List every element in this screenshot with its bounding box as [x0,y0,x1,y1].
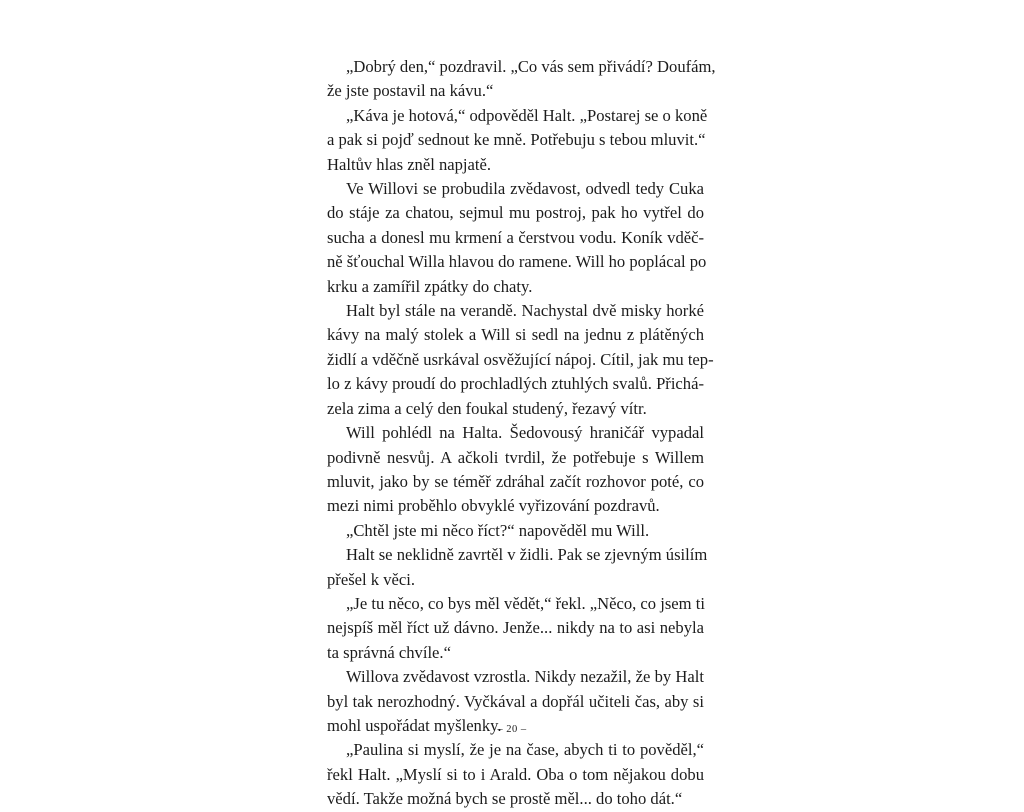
text-line: Will pohlédl na Halta. Šedovousý hraničář vypadal [346,423,704,443]
text-line: podivně nesvůj. A ačkoli tvrdil, že potřebuje s Willem [327,447,704,467]
text-line: vědí. Takže možná bych se prostě měl... do toho dát.“ [327,789,683,809]
text-line: Willova zvědavost vzrostla. Nikdy nezažil, že by Halt [346,667,704,687]
text-line: mezi nimi proběhlo obvyklé vyřizování pozdravů. [327,496,660,516]
page-number: – 20 – [497,724,527,735]
text-line: Haltův hlas zněl napjatě. [327,154,492,174]
text-line: že jste postavil na kávu.“ [327,81,494,101]
text-line: do stáje za chatou, sejmul mu postroj, pak ho vytřel do [327,203,704,223]
text-line: kávy na malý stolek a Will si sedl na jednu z plátěných [327,325,704,345]
text-line: Halt byl stále na verandě. Nachystal dvě misky horké [346,301,704,321]
page-body-text [327,55,716,812]
text-line: krku a zamířil zpátky do chaty. [327,276,533,296]
text-line: ně šťouchal Willa hlavou do ramene. Will ho poplácal po [327,252,707,272]
text-line: byl tak nerozhodný. Vyčkával a dopřál učiteli čas, aby si [327,691,704,711]
text-line: židlí a vděčně usrkával osvěžující nápoj. Cítil, jak mu tep- [327,349,714,369]
text-line: mohl uspořádat myšlenky. [327,715,502,735]
text-line: „Je tu něco, co bys měl vědět,“ řekl. „Něco, co jsem ti [346,593,705,613]
text-line: „Dobrý den,“ pozdravil. „Co vás sem přivádí? Doufám, [346,57,716,76]
text-line: zela zima a celý den foukal studený, řezavý vítr. [327,398,647,418]
text-line: sucha a donesl mu krmení a čerstvou vodu. Koník vděč- [327,227,704,247]
text-line: nejspíš měl říct už dávno. Jenže... nikdy na to asi nebyla [327,618,704,638]
text-line: ta správná chvíle.“ [327,642,451,662]
text-line: mluvit, jako by se téměř zdráhal začít rozhovor poté, co [327,471,704,491]
text-line: Halt se neklidně zavrtěl v židli. Pak se zjevným úsilím [346,545,708,565]
text-line: „Paulina si myslí, že je na čase, abych ti to pověděl,“ [346,740,704,760]
text-line: „Káva je hotová,“ odpověděl Halt. „Postarej se o koně [346,105,708,125]
text-line: přešel k věci. [327,569,416,589]
text-line: řekl Halt. „Myslí si to i Arald. Oba o tom nějakou dobu [327,764,704,784]
text-line: a pak si pojď sednout ke mně. Potřebuju s tebou mluvit.“ [327,130,706,150]
text-line: lo z kávy proudí do prochladlých ztuhlých svalů. Přichá- [327,374,704,394]
text-line: Ve Willovi se probudila zvědavost, odvedl tedy Cuka [346,179,704,199]
text-line: „Chtěl jste mi něco říct?“ napověděl mu Will. [346,520,650,540]
